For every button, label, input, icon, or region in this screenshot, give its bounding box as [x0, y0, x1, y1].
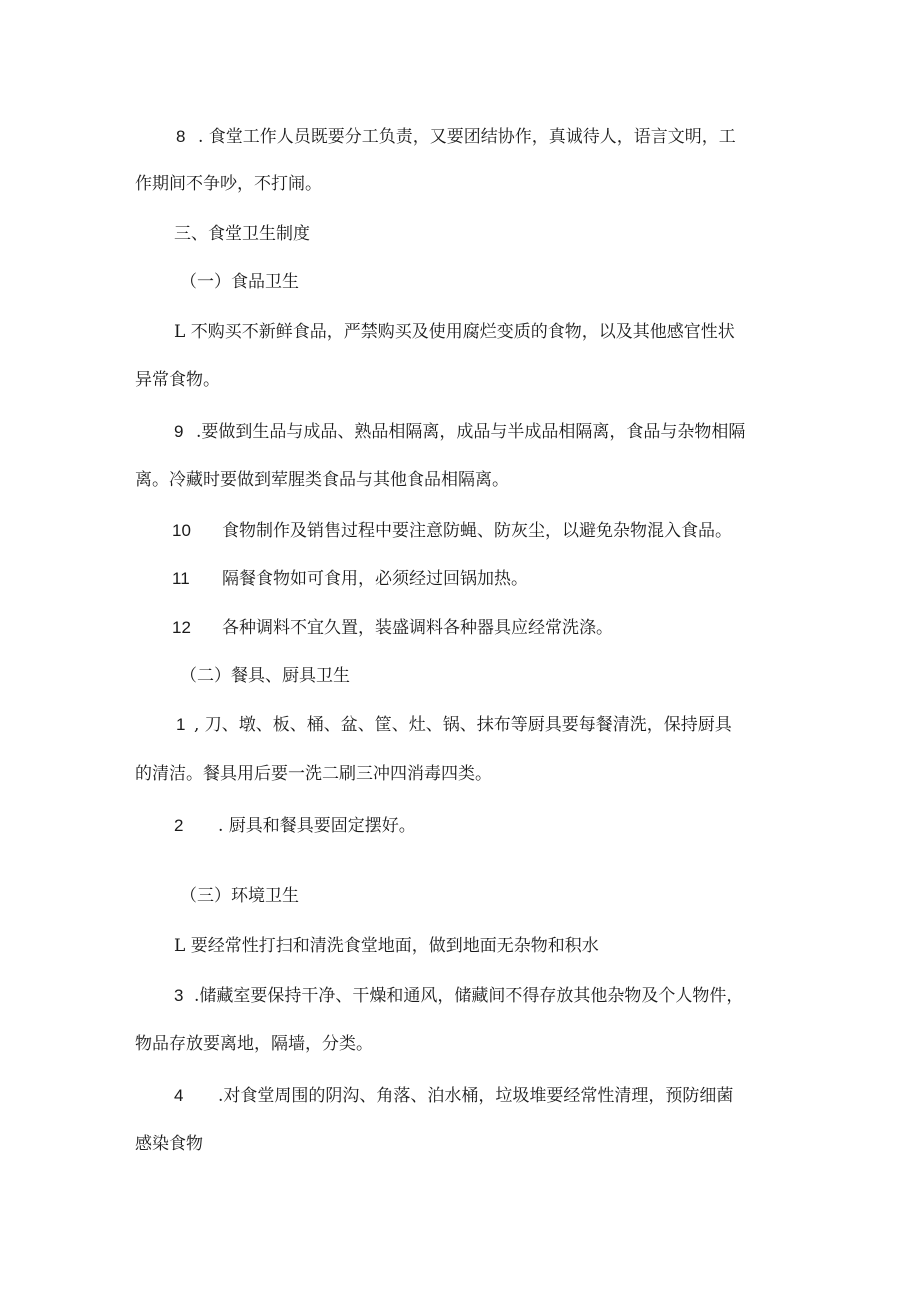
paragraph-text: . 食堂工作人员既要分工负责，又要团结协作，真诚待人，语言文明，工 [198, 127, 736, 147]
paragraph-text: 物品存放要离地，隔墙，分类。 [135, 1034, 373, 1054]
subsection-heading: （一）食品卫生 [180, 272, 299, 292]
paragraph-text: 离。冷藏时要做到荤腥类食品与其他食品相隔离。 [135, 470, 509, 490]
item-number: 4 [174, 1086, 184, 1105]
paragraph-text: 隔餐食物如可食用，必须经过回锅加热。 [222, 569, 528, 589]
paragraph-text: 作期间不争吵，不打闹。 [135, 174, 322, 194]
paragraph-text: .储藏室要保持干净、干燥和通风，储藏间不得存放其他杂物及个人物件， [194, 986, 744, 1006]
paragraph-text: 异常食物。 [135, 370, 220, 390]
paragraph-text: . 厨具和餐具要固定摆好。 [218, 816, 416, 836]
item-number: 2 [174, 816, 184, 835]
paragraph-text: .要做到生品与成品、熟品相隔离，成品与半成品相隔离，食品与杂物相隔 [196, 422, 746, 442]
item-number: 1 [176, 715, 186, 734]
paragraph-text: L 要经常性打扫和清洗食堂地面，做到地面无杂物和积水 [174, 936, 599, 956]
paragraph-text: 感染食物 [135, 1134, 203, 1154]
subsection-heading: （三）环境卫生 [180, 886, 299, 906]
item-number: 3 [174, 986, 184, 1005]
paragraph-text: 的清洁。餐具用后要一洗二刷三冲四消毒四类。 [135, 764, 492, 784]
item-number: 9 [174, 422, 184, 441]
paragraph-text: 食物制作及销售过程中要注意防蝇、防灰尘，以避免杂物混入食品。 [222, 521, 732, 541]
section-heading: 三、食堂卫生制度 [174, 224, 310, 244]
item-number: 10 [172, 521, 191, 540]
paragraph-text: , 刀、墩、板、桶、盆、筐、灶、锅、抹布等厨具要每餐清洗，保持厨具 [194, 715, 732, 735]
paragraph-text: .对食堂周围的阴沟、角落、泊水桶，垃圾堆要经常性清理，预防细菌 [218, 1086, 734, 1106]
paragraph-text: 各种调料不宜久置，装盛调料各种器具应经常洗涤。 [222, 618, 613, 638]
item-number: 12 [172, 618, 191, 637]
item-number: 8 [176, 127, 186, 146]
subsection-heading: （二）餐具、厨具卫生 [180, 666, 350, 686]
item-number: 11 [172, 569, 190, 588]
paragraph-text: L 不购买不新鲜食品，严禁购买及使用腐烂变质的食物，以及其他感官性状 [174, 322, 735, 342]
